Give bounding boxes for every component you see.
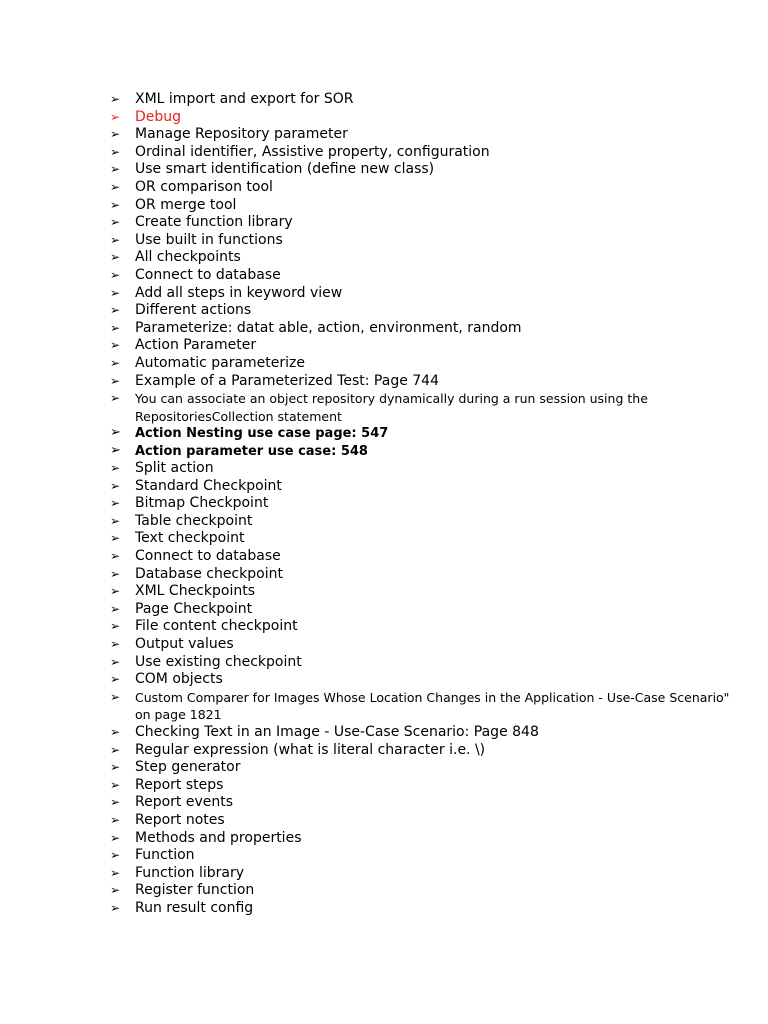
list-item-text: You can associate an object repository dynamically during a run session using the RepositoriesCollection statement: [135, 391, 648, 424]
list-item-text: Checking Text in an Image - Use-Case Scenario: Page 848: [135, 724, 539, 740]
list-item-text: Function: [135, 847, 195, 864]
list-item-text: Report events: [135, 794, 234, 811]
arrowhead-bullet-icon: ➢: [110, 549, 121, 564]
list-item: [110, 882, 730, 900]
arrowhead-bullet-icon: ➢: [110, 373, 121, 388]
arrowhead-bullet-icon: ➢: [110, 215, 121, 230]
arrowhead-bullet-icon: ➢: [110, 672, 121, 687]
arrowhead-bullet-icon: ➢: [110, 742, 121, 757]
list-item: [110, 654, 730, 672]
arrowhead-bullet-icon: ➢: [110, 883, 121, 898]
list-item-text: Database checkpoint: [135, 565, 283, 582]
list-item-text: XML Checkpoints: [135, 583, 255, 600]
list-item: [110, 460, 730, 478]
list-item: [110, 865, 730, 883]
list-item-text: Action Nesting use case page: 547: [135, 426, 389, 442]
arrowhead-bullet-icon: ➢: [110, 478, 121, 493]
arrowhead-bullet-icon: ➢: [110, 232, 121, 247]
list-item: [110, 724, 730, 742]
list-item: [110, 759, 730, 777]
arrowhead-bullet-icon: ➢: [110, 92, 121, 106]
list-item-text: All checkpoints: [135, 249, 241, 266]
list-item: [110, 197, 730, 215]
list-item-text: Bitmap Checkpoint: [135, 495, 269, 512]
arrowhead-bullet-icon: ➢: [110, 162, 121, 177]
arrowhead-bullet-icon: ➢: [110, 654, 121, 669]
list-item-text: Step generator: [135, 759, 241, 776]
list-item: [110, 373, 730, 391]
list-item-text: Use built in functions: [135, 231, 283, 248]
list-item-text: Page Checkpoint: [135, 600, 253, 617]
list-item: [110, 513, 730, 531]
arrowhead-bullet-icon: ➢: [110, 760, 121, 775]
list-item-text: Custom Comparer for Images Whose Location Changes in the Application - Use-Case Scenario" on page 1821: [135, 689, 730, 723]
list-item-text: Standard Checkpoint: [135, 477, 282, 494]
list-item: [110, 355, 730, 373]
list-item-text: Add all steps in keyword view: [135, 284, 343, 301]
list-item: [110, 179, 730, 197]
arrowhead-bullet-icon: ➢: [110, 830, 121, 845]
list-item-text: OR comparison tool: [135, 178, 273, 195]
arrowhead-bullet-icon: ➢: [110, 584, 121, 599]
list-item-text: Action parameter use case: 548: [135, 443, 368, 459]
arrowhead-bullet-icon: ➢: [110, 197, 121, 212]
arrowhead-bullet-icon: ➢: [110, 848, 121, 863]
list-item: [110, 583, 730, 601]
list-item-text: Manage Repository parameter: [135, 126, 348, 143]
list-item-text: Report notes: [135, 811, 225, 828]
list-item: [110, 478, 730, 496]
list-item: [110, 566, 730, 584]
list-item-text: Methods and properties: [135, 829, 302, 846]
list-item: [110, 548, 730, 566]
list-item: [110, 249, 730, 267]
list-item-text: XML import and export for SOR: [135, 91, 354, 107]
arrowhead-bullet-icon: ➢: [110, 285, 121, 300]
list-item: [110, 302, 730, 320]
arrowhead-bullet-icon: ➢: [110, 250, 121, 265]
arrowhead-bullet-icon: ➢: [110, 689, 121, 704]
arrowhead-bullet-icon: ➢: [110, 109, 121, 124]
arrowhead-bullet-icon: ➢: [110, 391, 121, 406]
list-item-text: Debug: [135, 108, 182, 125]
list-item-text: Split action: [135, 460, 214, 477]
list-item: [110, 390, 730, 425]
list-item: [110, 495, 730, 513]
list-item-text: Use smart identification (define new class): [135, 161, 435, 178]
arrowhead-bullet-icon: ➢: [110, 566, 121, 581]
list-item: [110, 144, 730, 162]
list-item-text: Regular expression (what is literal character i.e. \): [135, 741, 486, 758]
arrowhead-bullet-icon: ➢: [110, 601, 121, 616]
list-item: [110, 126, 730, 144]
arrowhead-bullet-icon: ➢: [110, 531, 121, 546]
list-item: [110, 161, 730, 179]
list-item: [110, 232, 730, 250]
list-item: [110, 636, 730, 654]
arrowhead-bullet-icon: ➢: [110, 900, 121, 915]
list-item: [110, 285, 730, 303]
list-item-text: Run result config: [135, 899, 254, 916]
list-item: [110, 267, 730, 285]
arrowhead-bullet-icon: ➢: [110, 812, 121, 827]
arrowhead-bullet-icon: ➢: [110, 320, 121, 335]
list-item: [110, 900, 730, 918]
list-item: [110, 847, 730, 865]
arrowhead-bullet-icon: ➢: [110, 496, 121, 511]
list-item: [110, 320, 730, 338]
list-item: [110, 671, 730, 689]
list-item: [110, 443, 730, 460]
list-item-text: Text checkpoint: [135, 530, 245, 547]
list-item-text: Report steps: [135, 776, 224, 793]
list-item: [110, 777, 730, 795]
list-item: [110, 91, 730, 109]
list-item: [110, 812, 730, 830]
arrowhead-bullet-icon: ➢: [110, 425, 121, 441]
arrowhead-bullet-icon: ➢: [110, 303, 121, 318]
list-item-text: Action Parameter: [135, 337, 257, 354]
list-item-text: COM objects: [135, 671, 223, 688]
arrowhead-bullet-icon: ➢: [110, 338, 121, 353]
list-item: [110, 830, 730, 848]
list-item-text: Function library: [135, 864, 245, 881]
arrowhead-bullet-icon: ➢: [110, 442, 121, 458]
list-item: [110, 794, 730, 812]
list-item: [110, 214, 730, 232]
list-item-text: Parameterize: datat able, action, environment, random: [135, 319, 522, 336]
list-item-text: OR merge tool: [135, 196, 237, 213]
arrowhead-bullet-icon: ➢: [110, 865, 121, 880]
arrowhead-bullet-icon: ➢: [110, 725, 121, 739]
list-item: [110, 742, 730, 760]
list-item-text: Connect to database: [135, 548, 281, 565]
arrowhead-bullet-icon: ➢: [110, 179, 121, 194]
arrowhead-bullet-icon: ➢: [110, 267, 121, 282]
list-item-text: Example of a Parameterized Test: Page 744: [135, 372, 439, 389]
arrowhead-bullet-icon: ➢: [110, 513, 121, 528]
list-item-text: Output values: [135, 636, 234, 653]
list-item-text: File content checkpoint: [135, 618, 298, 635]
arrowhead-bullet-icon: ➢: [110, 144, 121, 159]
arrowhead-bullet-icon: ➢: [110, 777, 121, 792]
list-item-text: Different actions: [135, 302, 252, 319]
list-item: [110, 109, 730, 127]
arrowhead-bullet-icon: ➢: [110, 355, 121, 370]
bullet-list: [110, 91, 730, 918]
list-item: [110, 337, 730, 355]
arrowhead-bullet-icon: ➢: [110, 795, 121, 810]
list-item-text: Use existing checkpoint: [135, 653, 302, 670]
list-item-text: Connect to database: [135, 266, 281, 283]
arrowhead-bullet-icon: ➢: [110, 619, 121, 634]
list-item: [110, 425, 730, 442]
list-item-text: Automatic parameterize: [135, 354, 306, 371]
arrowhead-bullet-icon: ➢: [110, 637, 121, 652]
list-item: [110, 618, 730, 636]
arrowhead-bullet-icon: ➢: [110, 461, 121, 476]
list-item-text: Create function library: [135, 214, 293, 231]
list-item: [110, 689, 730, 724]
arrowhead-bullet-icon: ➢: [110, 127, 121, 142]
list-item: [110, 530, 730, 548]
list-item-text: Ordinal identifier, Assistive property, configuration: [135, 143, 490, 160]
list-item-text: Table checkpoint: [135, 512, 253, 529]
list-item: [110, 601, 730, 619]
list-item-text: Register function: [135, 882, 255, 899]
